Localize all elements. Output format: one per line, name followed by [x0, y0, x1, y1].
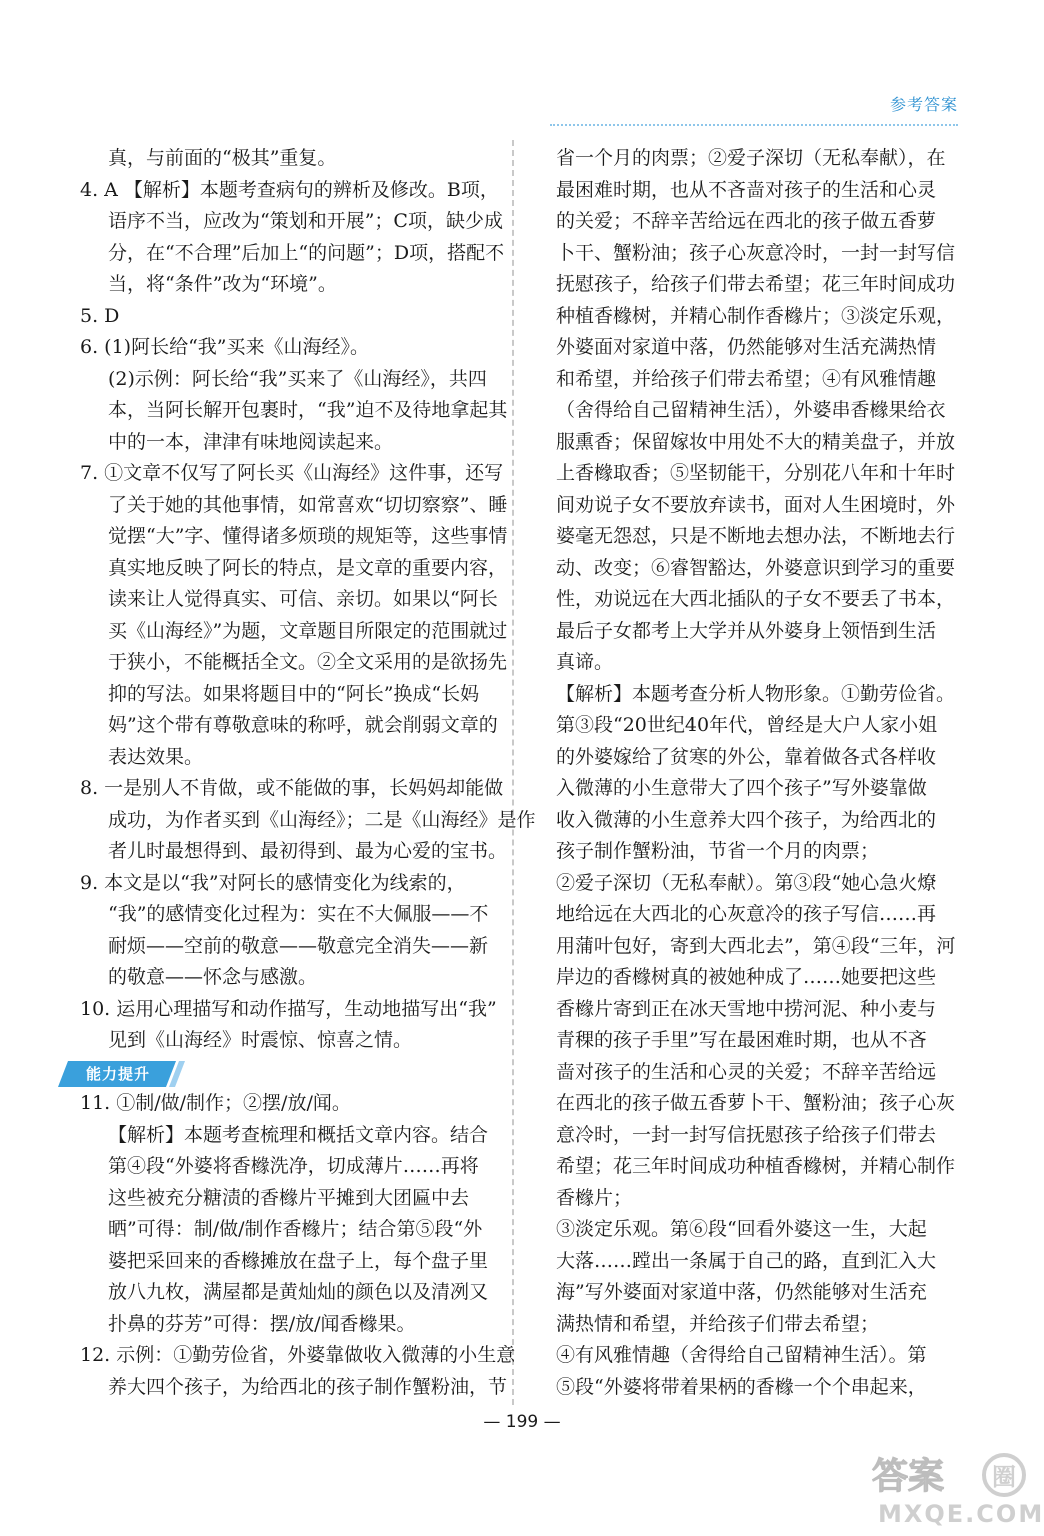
text-line: 青稞的孩子手里”写在最困难时期，也从不吝 [556, 1029, 927, 1051]
text-line: 卜干、蟹粉油；孩子心灰意冷时，一封一封写信 [556, 241, 956, 264]
text-line: 真，与前面的“极其”重复。 [108, 147, 337, 169]
text-line: 用蒲叶包好，寄到大西北去”，第④段“三年，河 [556, 934, 956, 957]
text-line: 【解析】本题考查梳理和概括文章内容。结合 [108, 1123, 489, 1146]
text-line: 10. 运用心理描写和动作描写，生动地描写出“我” [80, 997, 497, 1020]
svg-text:MXQE.COM: MXQE.COM [878, 1500, 1044, 1528]
text-line: 中的一本，津津有味地阅读起来。 [108, 430, 394, 453]
text-line: （舍得给自己留精神生活），外婆串香橼果给衣 [556, 399, 946, 421]
text-line: “我”的感情变化过程为：实在不大佩服——不 [108, 903, 489, 925]
text-line: 抚慰孩子，给孩子们带去希望；花三年时间成功 [556, 273, 956, 295]
page-header [558, 92, 958, 115]
text-line: 间劝说子女不要放弃读书，面对人生困境时，外 [556, 493, 956, 516]
text-line: 觉摆“大”字、懂得诸多烦琐的规矩等，这些事情 [108, 525, 508, 547]
right-column [556, 143, 962, 1403]
text-line: 抑的写法。如果将题目中的“阿长”换成“长妈 [108, 682, 480, 705]
text-line: 岸边的香橼树真的被她种成了……她要把这些 [556, 966, 937, 988]
header-rule [550, 124, 958, 126]
text-line: 买《山海经》”为题，文章题目所限定的范围就过 [108, 619, 508, 642]
page-number: — 199 — [483, 1412, 561, 1432]
text-line: 最困难时期，也从不吝啬对孩子的生活和心灵 [556, 178, 937, 201]
text-line: 动、改变；⑥睿智豁达，外婆意识到学习的重要 [556, 556, 956, 579]
text-line: 性，劝说远在大西北插队的子女不要丢了书本， [556, 588, 956, 610]
text-line: 扑鼻的芬芳”可得：摆/放/闻香橼果。 [108, 1312, 416, 1335]
text-line: 者儿时最想得到、最初得到、最为心爱的宝书。 [108, 840, 508, 862]
text-line: 12. 示例：①勤劳俭省，外婆靠做收入微薄的小生意 [80, 1344, 516, 1366]
text-line: 妈”这个带有尊敬意味的称呼，就会削弱文章的 [108, 714, 498, 736]
text-line: 7. ①文章不仅写了阿长买《山海经》这件事，还写 [80, 462, 504, 484]
text-line: 外婆面对家道中落，仍然能够对生活充满热情 [556, 336, 937, 358]
text-line: 香橼片寄到正在冰天雪地中捞河泥、种小麦与 [556, 997, 937, 1020]
text-line: 第④段“外婆将香橼洗净，切成薄片……再将 [108, 1155, 479, 1177]
text-line: 婆毫无怨怼，只是不断地去想办法，不断地去行 [556, 525, 956, 547]
text-line: 希望；花三年时间成功种植香橼树，并精心制作 [556, 1155, 956, 1177]
text-line: ②爱子深切（无私奉献）。第③段“她心急火燎 [556, 871, 937, 894]
text-line: (2)示例：阿长给“我”买来了《山海经》，共四 [108, 367, 487, 390]
text-line: 在西北的孩子做五香萝卜干、蟹粉油；孩子心灰 [556, 1092, 956, 1114]
svg-text:答案: 答案 [872, 1456, 945, 1497]
text-line: 见到《山海经》时震惊、惊喜之情。 [108, 1029, 413, 1051]
text-line: 于狭小，不能概括全文。②全文采用的是欲扬先 [108, 651, 508, 673]
text-line: 真实地反映了阿长的特点，是文章的重要内容， [108, 556, 508, 579]
column-divider [512, 140, 514, 1405]
text-line: 满热情和希望，并给孩子们带去希望； [556, 1312, 880, 1335]
text-line: 婆把采回来的香橼摊放在盘子上，每个盘子里 [108, 1249, 489, 1272]
text-line: 晒”可得：制/做/制作香橼片；结合第⑤段“外 [108, 1218, 483, 1240]
watermark-logo [864, 1448, 1044, 1530]
text-line: 地给远在大西北的心灰意冷的孩子写信……再 [556, 903, 937, 925]
text-line: 6. (1)阿长给“我”买来《山海经》。 [80, 336, 370, 358]
text-line: 第③段“20世纪40年代，曾经是大户人家小姐 [556, 714, 938, 736]
text-line: 种植香橼树，并精心制作香橼片；③淡定乐观， [556, 304, 956, 327]
header-label: 参考答案 [889, 95, 958, 114]
text-line: 语序不当，应改为“策划和开展”；C项，缺少成 [108, 210, 503, 232]
text-line: 服熏香；保留嫁妆中用处不大的精美盘子，并放 [556, 430, 956, 453]
text-line: 的敬意——怀念与感激。 [108, 966, 318, 988]
text-line: 意冷时，一封一封写信抚慰孩子给孩子们带去 [556, 1123, 937, 1146]
text-line: 【解析】本题考查分析人物形象。①勤劳俭省。 [556, 682, 956, 705]
text-line: 入微薄的小生意带大了四个孩子”写外婆靠做 [556, 777, 927, 799]
text-line: 和希望，并给孩子们带去希望；④有风雅情趣 [556, 367, 937, 390]
text-line: 表达效果。 [108, 745, 204, 768]
svg-text:圈: 圈 [992, 1463, 1016, 1491]
text-line: 真谛。 [556, 651, 614, 673]
section-banner [80, 1057, 490, 1089]
text-line: 啬对孩子的生活和心灵的关爱；不辞辛苦给远 [556, 1060, 937, 1083]
text-line: 8. 一是别人不肯做，或不能做的事，长妈妈却能做 [80, 777, 504, 799]
text-line: 这些被充分糖渍的香橼片平摊到大团匾中去 [108, 1186, 470, 1209]
text-line: 5. D [80, 304, 120, 327]
text-line: 成功，为作者买到《山海经》；二是《山海经》是作 [108, 808, 536, 831]
text-line: ④有风雅情趣（舍得给自己留精神生活）。第 [556, 1344, 927, 1366]
text-line: 养大四个孩子，为给西北的孩子制作蟹粉油，节 [108, 1375, 508, 1398]
text-line: 大落……蹚出一条属于自己的路，直到汇入大 [556, 1249, 937, 1272]
text-line: 分，在“不合理”后加上“的问题”；D项，搭配不 [108, 241, 505, 264]
text-line: 收入微薄的小生意养大四个孩子，为给西北的 [556, 808, 937, 831]
text-line: 9. 本文是以“我”对阿长的感情变化为线索的， [80, 871, 466, 894]
text-line: 4. A 【解析】本题考查病句的辨析及修改。B项， [80, 178, 499, 201]
text-line: 孩子制作蟹粉油，节省一个月的肉票； [556, 840, 880, 862]
text-line: 了关于她的其他事情，如常喜欢“切切察察”、睡 [108, 493, 508, 516]
text-line: 读来让人觉得真实、可信、亲切。如果以“阿长 [108, 588, 498, 610]
text-line: ⑤段“外婆将带着果柄的香橼一个个串起来， [556, 1375, 927, 1398]
text-line: 耐烦——空前的敬意——敬意完全消失——新 [108, 934, 489, 957]
text-line: 本，当阿长解开包裹时，“我”迫不及待地拿起其 [108, 399, 508, 421]
text-line: 上香橼取香；⑤坚韧能干，分别花八年和十年时 [556, 462, 956, 484]
text-line: 最后子女都考上大学并从外婆身上领悟到生活 [556, 619, 937, 642]
text-line: ③淡定乐观。第⑥段“回看外婆这一生，大起 [556, 1218, 927, 1240]
left-column [80, 143, 536, 1403]
text-line: 海”写外婆面对家道中落，仍然能够对生活充 [556, 1281, 927, 1303]
text-line: 省一个月的肉票；②爱子深切（无私奉献），在 [556, 147, 946, 169]
text-line: 放八九枚，满屋都是黄灿灿的颜色以及清冽又 [108, 1281, 489, 1303]
text-line: 11. ①制/做/制作；②摆/放/闻。 [80, 1092, 351, 1114]
text-line: 的关爱；不辞辛苦给远在西北的孩子做五香萝 [556, 210, 937, 232]
text-line: 的外婆嫁给了贫寒的外公，靠着做各式各样收 [556, 745, 937, 768]
section-banner-label: 能力提升 [86, 1064, 151, 1083]
text-line: 当，将“条件”改为“环境”。 [108, 273, 337, 295]
text-line: 香橼片； [556, 1186, 633, 1209]
